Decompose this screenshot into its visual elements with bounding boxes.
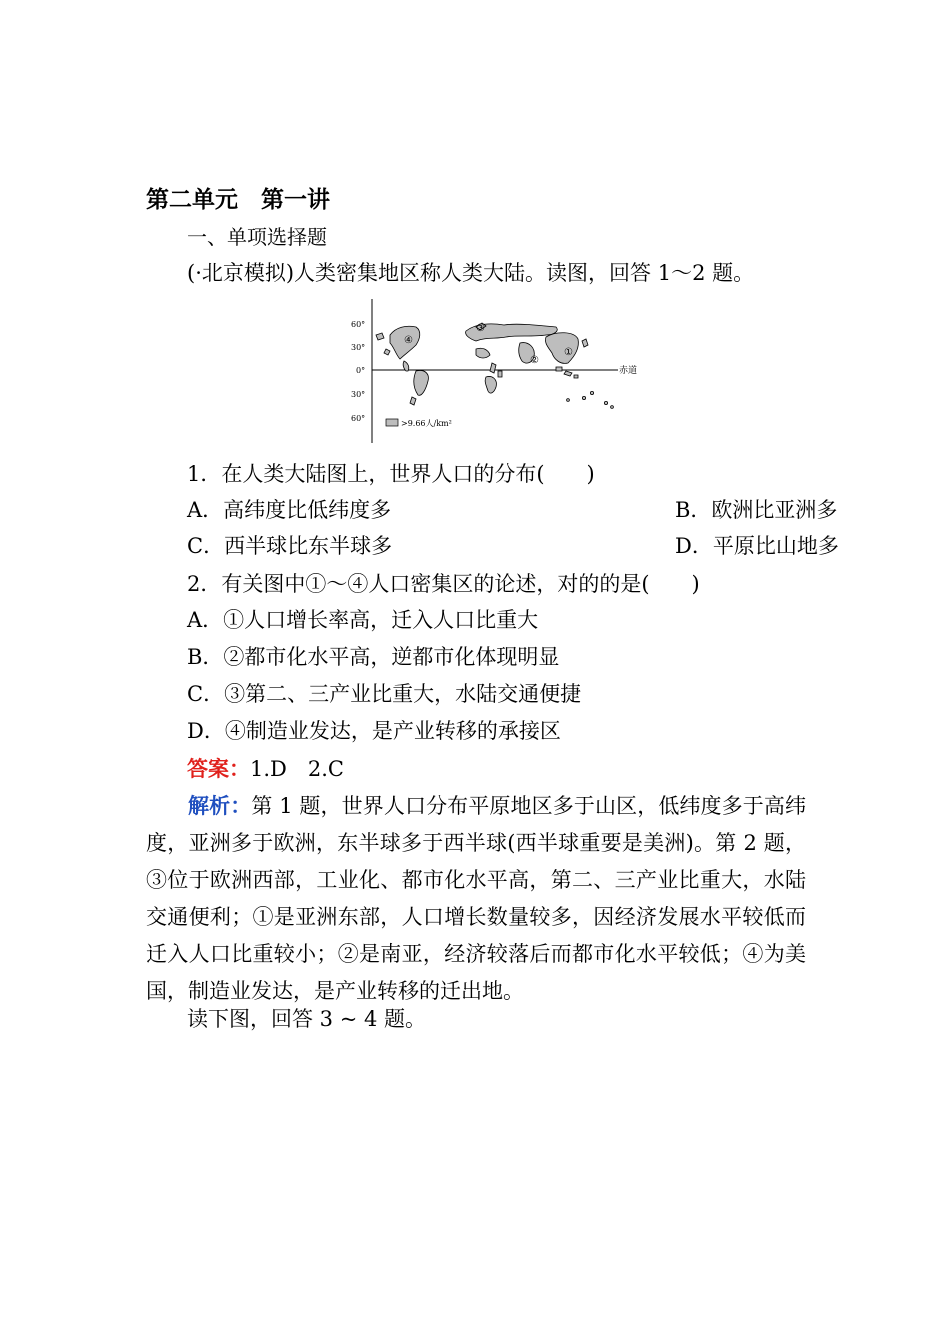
q1-option-d[interactable]: D．平原比山地多 [675,534,839,558]
q1-stem: 1．在人类大陆图上，世界人口的分布( ) [187,462,595,486]
answer-text: 1.D 2.C [250,757,344,781]
q2-option-d[interactable]: D．④制造业发达，是产业转移的承接区 [187,719,561,743]
legend-swatch [386,419,398,426]
answer-line [187,756,344,782]
q2-stem: 2．有关图中①～④人口密集区的论述，对的的是( ) [187,572,700,596]
marker-4: ④ [404,335,413,346]
q2-option-a[interactable]: A．①人口增长率高，迁入人口比重大 [187,608,539,632]
next-question-intro: 读下图，回答 3 ~ 4 题。 [187,1007,427,1031]
section-heading: 一、单项选择题 [187,225,327,249]
question-intro: (·北京模拟)人类密集地区称人类大陆。读图，回答 1～2 题。 [187,261,755,285]
q2-option-c[interactable]: C．③第二、三产业比重大，水陆交通便捷 [187,682,582,706]
marker-3: ③ [476,323,485,334]
analysis-label: 解析： [188,794,252,818]
lat-label-30n: 30° [351,343,366,352]
marker-2: ② [530,355,539,366]
legend-label: >9.66人/km² [401,419,452,428]
q1-option-a[interactable]: A．高纬度比低纬度多 [187,498,392,522]
q2-option-b[interactable]: B．②都市化水平高，逆都市化体现明显 [187,645,560,669]
lat-label-30s: 30° [351,390,366,399]
q1-option-c[interactable]: C．西半球比东半球多 [187,534,393,558]
q1-option-b[interactable]: B．欧洲比亚洲多 [675,498,838,522]
analysis-text: 第 1 题，世界人口分布平原地区多于山区，低纬度多于高纬度，亚洲多于欧洲，东半球多于西半球(西半球重要是美洲)。第 2 题，③位于欧洲西部，工业化、都市化水平高，第二、三产业比重大，水陆交通便利；①是亚洲东部，人口增长数量较多，因经济发展水平较低而迁入人口比重较小；②是南亚，经济较落后而都市化水平较低；④为美国，制造业发达，是产业转移的迁出地。 [146,794,806,1003]
page-title: 第二单元 第一讲 [146,187,330,213]
q1-options-row-1 [187,497,838,523]
marker-1: ① [564,347,573,358]
equator-label: 赤道 [619,366,638,376]
population-density-map [346,297,646,445]
answer-label: 答案： [187,757,250,781]
lat-label-0: 0° [356,366,366,375]
lat-label-60s: 60° [351,414,366,423]
lat-label-60n: 60° [351,320,366,329]
q1-options-row-2 [187,533,839,559]
analysis-paragraph [146,788,806,1010]
